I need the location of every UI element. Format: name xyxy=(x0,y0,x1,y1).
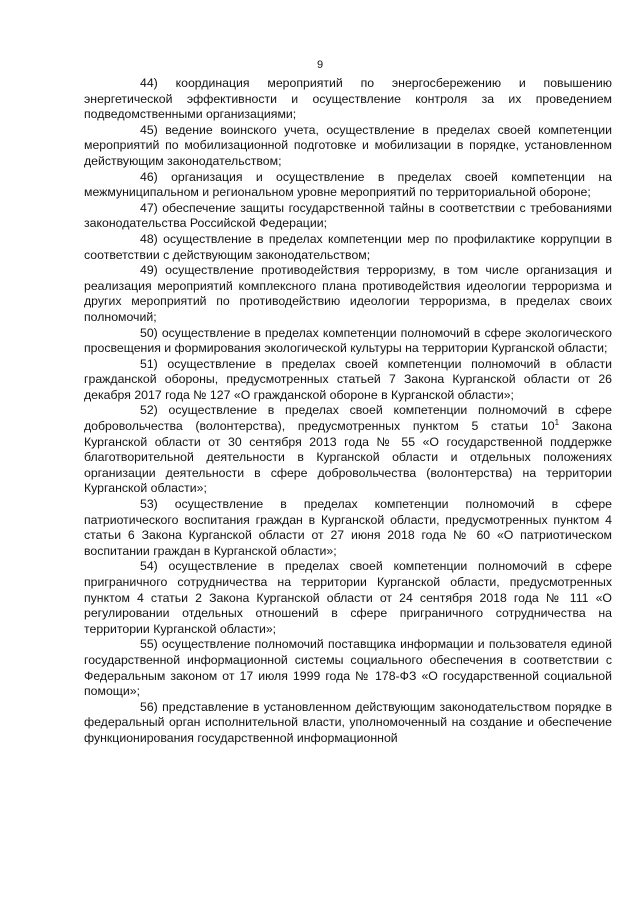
list-item: 55) осуществление полномочий поставщика информации и пользователя единой государственной информационной системы социального обеспечения в соответствии с Федеральным законом от 17 июля 1999 года № 178-ФЗ «О государственной социальной помощи»; xyxy=(84,637,612,699)
list-item-52 xyxy=(84,403,612,497)
item-52-text-start: 52) осуществление в пределах своей компетенции полномочий в сфере добровольчества (волонтерства), предусмотренных пунктом 5 статьи 10 xyxy=(84,403,612,434)
list-item: 54) осуществление в пределах своей компетенции полномочий в сфере приграничного сотрудничества на территории Курганской области, предусмотренных пунктом 4 статьи 2 Закона Курганской области от 24 сентября 2018 года № 111 «О регулировании отдельных отношений в сфере приграничного сотрудничества на территории Курганской области»; xyxy=(84,559,612,636)
list-item: 46) организация и осуществление в пределах своей компетенции на межмуниципальном и региональном уровне мероприятий по территориальной обороне; xyxy=(84,169,612,200)
list-item: 56) представление в установленном действующим законодательством порядке в федеральный орган исполнительной власти, уполномоченный на создание и обеспечение функционирования государственной информационной xyxy=(84,699,612,745)
document-body xyxy=(84,76,612,747)
list-item: 50) осуществление в пределах компетенции полномочий в сфере экологического просвещения и формирования экологической культуры на территории Курганской области; xyxy=(84,325,612,356)
item-52-text-end: Закона Курганской области от 30 сентября 2013 года № 55 «О государственной поддержке благотворительной деятельности в Курганской области и отдельных положениях организации деятельности в сфере добровольчества (волонтерства) на территории Курганской области»; xyxy=(84,419,613,496)
list-item: 53) осуществление в пределах компетенции полномочий в сфере патриотического воспитания граждан в Курганской области, предусмотренных пунктом 4 статьи 6 Закона Курганской области от 27 июня 2018 года № 60 «О патриотическом воспитании граждан в Курганской области»; xyxy=(84,497,612,558)
superscript: 1 xyxy=(554,417,560,427)
list-item: 45) ведение воинского учета, осуществление в пределах своей компетенции мероприятий по мобилизационной подготовке и мобилизации в порядке, установленном действующим законодательством; xyxy=(84,122,612,168)
list-item: 47) обеспечение защиты государственной тайны в соответствии с требованиями законодательства Российской Федерации; xyxy=(84,200,612,231)
list-item: 51) осуществление в пределах своей компетенции полномочий в области гражданской обороны, предусмотренных статьей 7 Закона Курганской области от 26 декабря 2017 года № 127 «О гражданской обороне в Курганской области»; xyxy=(84,356,612,402)
list-item: 48) осуществление в пределах компетенции мер по профилактике коррупции в соответствии с действующим законодательством; xyxy=(84,231,612,262)
list-item: 44) координация мероприятий по энергосбережению и повышению энергетической эффективности и осуществление контроля за их проведением подведомственными организациями; xyxy=(84,76,612,122)
page-number: 9 xyxy=(316,59,324,71)
list-item: 49) осуществление противодействия терроризму, в том числе организация и реализация мероприятий комплексного плана противодействия идеологии терроризма и других мероприятий по противодействию идеологии терроризма, в пределах своих полномочий; xyxy=(84,263,612,324)
